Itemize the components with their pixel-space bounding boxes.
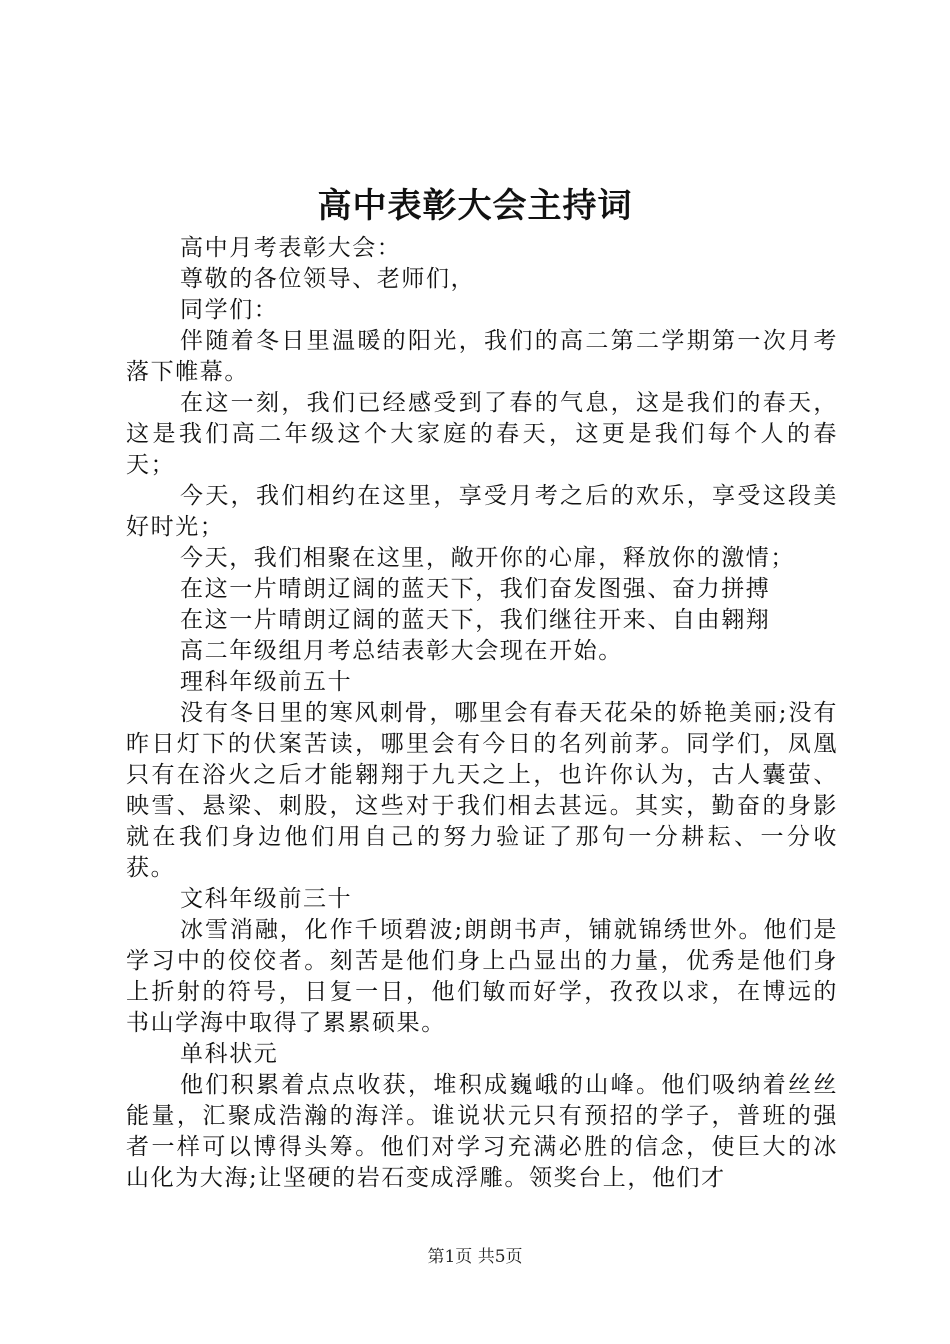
- page-number-footer: 第1页 共5页: [427, 1247, 523, 1267]
- paragraph-arts: 冰雪消融，化作千顷碧波;朗朗书声，铺就锦绣世外。他们是学习中的佼佼者。刻苦是他们身上凸显出的力量，优秀是他们身上折射的符号，日复一日，他们敏而好学，孜孜以求，在博远的书山学海中取得了累累硕果。: [126, 917, 838, 1036]
- paragraph-today-open: 今天，我们相聚在这里，敞开你的心扉，释放你的激情；: [180, 545, 795, 571]
- paragraph-science: 没有冬日里的寒风刺骨，哪里会有春天花朵的娇艳美丽;没有昨日灯下的伏案苦读，哪里会有今日的名列前茅。同学们，凤凰只有在浴火之后才能翱翔于九天之上，也许你认为，古人囊萤、映雪、悬梁、刺股，这些对于我们相去甚远。其实，勤奋的身影就在我们身边他们用自己的努力验证了那句一分耕耘、一分收获。: [126, 700, 838, 881]
- paragraph-sky-strive: 在这一片晴朗辽阔的蓝天下，我们奋发图强、奋力拼搏: [180, 576, 771, 602]
- paragraph-salutation-students: 同学们：: [180, 297, 279, 323]
- section-heading-science: 理科年级前五十: [180, 669, 353, 695]
- paragraph-spring: 在这一刻，我们已经感受到了春的气息，这是我们的春天，这是我们高二年级这个大家庭的春天，这更是我们每个人的春天；: [126, 390, 838, 478]
- paragraph-start: 高二年级组月考总结表彰大会现在开始。: [180, 638, 623, 664]
- section-heading-single-subject: 单科状元: [180, 1041, 279, 1067]
- document-title: 高中表彰大会主持词: [317, 186, 633, 226]
- section-heading-arts: 文科年级前三十: [180, 886, 353, 912]
- paragraph-today-gather: 今天，我们相约在这里，享受月考之后的欢乐，享受这段美好时光；: [126, 483, 838, 540]
- paragraph-salutation-leaders: 尊敬的各位领导、老师们，: [180, 266, 476, 292]
- paragraph-opening: 伴随着冬日里温暖的阳光，我们的高二第二学期第一次月考落下帷幕。: [126, 328, 838, 385]
- paragraph-sky-soar: 在这一片晴朗辽阔的蓝天下，我们继往开来、自由翱翔: [180, 607, 771, 633]
- paragraph-single-subject: 他们积累着点点收获，堆积成巍峨的山峰。他们吸纳着丝丝能量，汇聚成浩瀚的海洋。谁说状元只有预招的学子，普班的强者一样可以博得头筹。他们对学习充满必胜的信念，使巨大的冰山化为大海;让坚硬的岩石变成浮雕。领奖台上，他们才: [126, 1072, 838, 1191]
- document-body: [126, 233, 838, 1194]
- paragraph-greeting: 高中月考表彰大会：: [180, 235, 402, 261]
